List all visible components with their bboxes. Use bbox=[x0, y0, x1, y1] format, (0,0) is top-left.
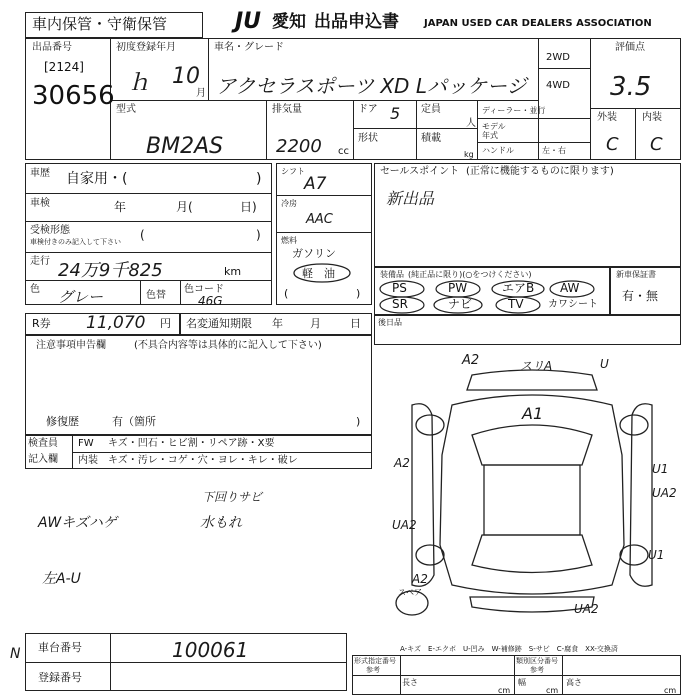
drive-2wd: 2WD bbox=[546, 52, 570, 63]
diagram-label-u-top: U bbox=[600, 357, 609, 371]
fuel-open: ( bbox=[284, 287, 289, 300]
doors-label: ドア bbox=[358, 104, 378, 115]
shift-value: A7 bbox=[304, 174, 327, 194]
color-value: グレー bbox=[58, 288, 104, 306]
diagram-label-suri-a: スリA bbox=[520, 359, 553, 373]
diagram-label-a2-lower: A2 bbox=[412, 572, 428, 586]
name-change-label: 名変通知期限 bbox=[186, 317, 252, 330]
interior-items: キズ・汚レ・コゲ・穴・ヨレ・キレ・破レ bbox=[108, 455, 298, 466]
equipment-note: (純正品に限り)(○をつけください) bbox=[408, 270, 532, 279]
color-code-label: 色コード bbox=[184, 284, 224, 295]
ju-logo: JU bbox=[235, 9, 262, 34]
registration-label: 初度登録年月 bbox=[116, 42, 176, 53]
equipment-circles bbox=[374, 267, 610, 315]
fw-label: FW bbox=[78, 438, 94, 449]
spec-width: 幅 bbox=[518, 678, 526, 687]
score-label: 評価点 bbox=[615, 42, 645, 53]
damage-legend: A-キズ E-エクボ U-凹み W-補修跡 S-サビ C-腐食 XX-交換済 bbox=[400, 645, 618, 653]
sales-points-label: セールスポイント bbox=[380, 166, 460, 177]
inspector-label1: 検査員 bbox=[28, 438, 58, 449]
ac-value: AAC bbox=[306, 212, 333, 227]
shift-label: シフト bbox=[281, 167, 305, 176]
repair-value: 有（箇所 bbox=[112, 415, 156, 428]
history-close: ) bbox=[256, 171, 262, 187]
warranty-label: 新車保証書 bbox=[616, 270, 656, 279]
registration-month: 10 bbox=[172, 64, 200, 89]
model-value: アクセラスポーツ XD Lパッケージ bbox=[216, 74, 527, 98]
spec-width-cm: cm bbox=[546, 686, 559, 695]
chassis-label: 車台番号 bbox=[38, 641, 82, 654]
diagram-label-ua2-right: UA2 bbox=[652, 486, 677, 500]
capacity-label: 定員 bbox=[421, 104, 441, 115]
after-install-box bbox=[374, 315, 681, 345]
form-title: 出品申込書 bbox=[314, 12, 399, 32]
association-name: JAPAN USED CAR DEALERS ASSOCIATION bbox=[424, 18, 652, 29]
diagram-label-u1-lower: U1 bbox=[648, 548, 665, 562]
inspector-label2: 記入欄 bbox=[28, 454, 58, 465]
name-change-month: 月 bbox=[310, 317, 321, 330]
color-code-value: 46G bbox=[198, 294, 223, 308]
displacement-label: 排気量 bbox=[272, 104, 302, 115]
fw-items: キズ・凹石・ヒビ割・リペア跡・X要 bbox=[108, 438, 275, 449]
equipment-label: 装備品 bbox=[380, 270, 404, 279]
mileage-label: 走行 bbox=[30, 256, 50, 267]
name-change-day: 日 bbox=[350, 317, 361, 330]
equip-airbag: エアB bbox=[502, 281, 535, 295]
score-value: 3.5 bbox=[610, 72, 652, 102]
history-label: 車歴 bbox=[30, 168, 50, 179]
year-label: 年式 bbox=[482, 131, 498, 140]
doors-value: 5 bbox=[390, 104, 401, 123]
spec-r2: 類別区分番号 bbox=[516, 657, 558, 665]
diagram-label-a2-left: A2 bbox=[394, 456, 410, 470]
dealer-label: ディーラー・並行 bbox=[482, 106, 546, 115]
sales-points-value: 新出品 bbox=[386, 189, 435, 208]
equip-sr: SR bbox=[392, 297, 408, 311]
displacement-value: 2200 bbox=[276, 136, 322, 157]
handle-label: ハンドル bbox=[482, 146, 514, 155]
after-install-label: 後日品 bbox=[378, 318, 402, 327]
spec-r1b: 参考 bbox=[366, 666, 380, 674]
diagram-label-ua2-left: UA2 bbox=[392, 518, 417, 532]
exterior-value: C bbox=[606, 134, 619, 155]
registration-month-suffix: 月 bbox=[196, 88, 206, 99]
load-label: 積載 bbox=[421, 133, 441, 144]
load-unit: kg bbox=[464, 150, 474, 159]
model-year-label: モデル bbox=[482, 122, 506, 131]
spec-r2b: 参考 bbox=[530, 666, 544, 674]
lot-number: 30656 bbox=[32, 81, 115, 111]
fuel-close: ) bbox=[356, 287, 361, 300]
equip-tv: TV bbox=[508, 297, 524, 311]
notes-label: 注意事項申告欄 bbox=[36, 340, 106, 351]
repair-close: ) bbox=[356, 415, 361, 428]
interior-value: C bbox=[650, 134, 663, 155]
interior-label: 内装 bbox=[642, 112, 662, 123]
repair-label: 修復歴 bbox=[46, 415, 79, 428]
spec-r1: 形式指定番号 bbox=[354, 657, 396, 665]
notes-sub: (不具合内容等は具体的に記入して下さい) bbox=[134, 340, 322, 351]
diagram-label-a1: A1 bbox=[522, 404, 544, 423]
spec-height-cm: cm bbox=[664, 686, 677, 695]
sales-points-box bbox=[374, 163, 681, 267]
type-value: BM2AS bbox=[146, 134, 224, 159]
spec-length-cm: cm bbox=[498, 686, 511, 695]
plate-label: 登録番号 bbox=[38, 671, 82, 684]
inspection-month: 月( bbox=[176, 200, 193, 214]
recycle-label: R券 bbox=[32, 317, 51, 330]
equip-aw: AW bbox=[560, 281, 580, 295]
color-label: 色 bbox=[30, 284, 40, 295]
fuel-circle bbox=[292, 262, 352, 284]
receipt-open: ( bbox=[140, 228, 145, 242]
storage-label: 車内保管・守衛保管 bbox=[32, 15, 168, 33]
diagram-label-a2-top: A2 bbox=[462, 353, 480, 368]
interior-items-label: 内装 bbox=[78, 455, 98, 466]
name-change-year: 年 bbox=[272, 317, 283, 330]
registration-year: ｈ bbox=[128, 71, 151, 96]
org-name: 愛知 bbox=[272, 12, 306, 32]
type-label: 型式 bbox=[116, 104, 136, 115]
note-line1: 下回りサビ bbox=[202, 490, 263, 504]
mileage-unit: km bbox=[224, 265, 242, 278]
diagram-label-ua2-lower: UA2 bbox=[574, 602, 599, 616]
paint-label: 色替 bbox=[146, 290, 166, 301]
note-line2: AWキズハゲ bbox=[38, 515, 117, 531]
inspection-label: 車検 bbox=[30, 198, 50, 209]
recycle-unit: 円 bbox=[160, 317, 171, 330]
margin-mark: N bbox=[10, 646, 21, 662]
diagram-label-u1-right: U1 bbox=[652, 462, 669, 476]
handle-options: 左・右 bbox=[542, 146, 566, 155]
lot-label: 出品番号 bbox=[32, 42, 72, 53]
receipt-note: 車検付きのみ記入して下さい bbox=[30, 238, 121, 246]
receipt-label: 受検形態 bbox=[30, 225, 70, 236]
exterior-label: 外装 bbox=[597, 112, 617, 123]
history-value: 自家用・( bbox=[66, 171, 128, 187]
fuel-gasoline: ガソリン bbox=[292, 247, 336, 260]
inspection-day: 日) bbox=[240, 200, 257, 214]
sales-points-note: (正常に機能するものに限ります) bbox=[466, 166, 614, 177]
model-label: 車名・グレード bbox=[214, 42, 284, 53]
fuel-label: 燃料 bbox=[281, 236, 297, 245]
diagram-label-spare: スペア bbox=[398, 588, 422, 597]
note-line3: 水もれ bbox=[200, 515, 242, 531]
recycle-value: 11,070 bbox=[86, 313, 146, 333]
mileage-value: 24万9千825 bbox=[58, 260, 163, 281]
chassis-value: 100061 bbox=[172, 638, 249, 662]
equip-power-seat: カワシート bbox=[548, 299, 598, 310]
equip-ps: PS bbox=[392, 281, 407, 295]
warranty-value: 有・無 bbox=[622, 289, 659, 303]
inspection-year: 年 bbox=[114, 200, 127, 214]
lot-sub: [2124] bbox=[44, 60, 84, 74]
ac-label: 冷房 bbox=[281, 199, 297, 208]
equip-pw: PW bbox=[448, 281, 468, 295]
receipt-close: ) bbox=[256, 228, 261, 242]
capacity-unit: 人 bbox=[466, 118, 476, 129]
displacement-unit: cc bbox=[338, 146, 349, 157]
spec-length: 長さ bbox=[402, 678, 418, 687]
form-label: 形状 bbox=[358, 133, 378, 144]
note-line4: 左A-U bbox=[42, 571, 81, 587]
fuel-diesel: 軽 油 bbox=[302, 267, 335, 280]
spec-height: 高さ bbox=[566, 678, 582, 687]
drive-4wd: 4WD bbox=[546, 80, 570, 91]
equip-navi: ナビ bbox=[448, 297, 473, 311]
